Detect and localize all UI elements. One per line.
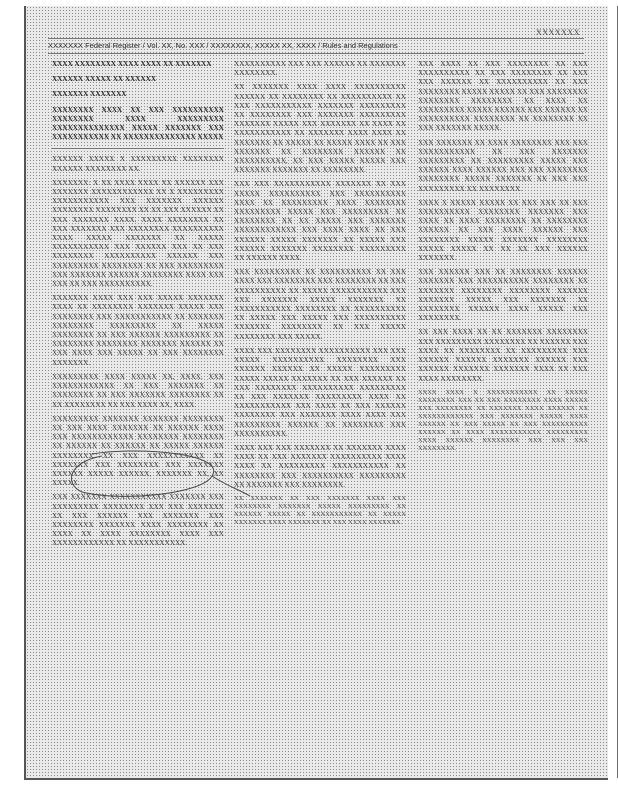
body-paragraph: XXXXXXXXX XXXXXXX XXXXXXX XXXXXXXX XX XXX XXXX XXXXXXX XX XXXXXX XXXX XXX XXXXXXXXXXXX XXXXXXXX XXXXXXXX XX XXXXXX XX XXXXXX XX XXXXX XXXXXX XXXXXXXX XX XXX XXXXXXXXXXX XX XXXXXXX XXX XXXXXXXX XXX XXXXXXX XXXXXX XXXXX XXXXXX, XXXXXXX XX, XX XXXXX.: [52, 414, 224, 488]
section-heading: XXXXXXX XXXXXXX: [52, 90, 127, 99]
body-paragraph: XXXXXX XXXXX X XXXXXXXXX XXXXXXXX XXXXXX XXXXXXXX XX.: [52, 155, 224, 173]
body-paragraph: XXXX XXXX X XXXXXXXXXXX XX XXXXX XXXXXXXX XXX XX XXX XXXXXXXX XXXX XXXXX XXX XXXXXXXX XX XXXXXXX XXXX XXXXXX XX XXXXXXXXXXXX XXX XXXXXXX XXXXX XXXX XXXXXX XX XXX XXXXX XX XXX XXXXXXXXXX XXXXXX XX XXXX XXXXXXXXXXX XXXXXXXXX XXXX XXXXXX XXXXXXXX XXX XXX XXX XXXXXXXX.: [418, 388, 588, 452]
body-paragraph: XX XXXXXXX XX XXX XXXXXXX XXXX XXX XXXXXXXX XXXXXXX XXXXX XXXXXXXXX XX XXXXXX XXXXX XX XXXXXXXXXXX XX XXXXX XXXXXXX XXXX XXXXXXX XX XXX XXXX XXXXXXX.: [234, 494, 406, 526]
text-column-3: [418, 60, 588, 760]
body-paragraph: XXXXXXX XXXX XXX XXX XXXXX XXXXXXX XXXX XX XXXXXXXX XXXXXXX XXXXX XXX XXXXXXXX XXX XXXXXXXXXXX XX XXXXXXX XXXXXXXX XXXXXXXXX XX XXXXX XXXXXXXX XX XXX XXXXXX XXXXXXXXX XX XXXXXXXX XXXXXXXX XXXXXXX XXXXXX XX XXX XXXX XXX XXXXX XX XXX XXXXXXXX XXXXXXX.: [52, 294, 224, 367]
body-paragraph: XXX XXX XXXXXXXXXXX XXXXXXX XX XXX XXXXX XXXXXXXXXX XXX XXXXXXXXXX XXXX XX XXXXXXXXX XXXX XXXXXXXX XXXXXXXXX XXXXX XXX XXXXXXXXX XX XXXXXXXX XX XX XXXXX XXX XXXXXXX XXXXXXXXXXXX XXX XXXX XXXX XX XXX XXXXXX XXXXX XXXXXXX XX XXXXX XXX XXXXXX XXXXXXX XXXXXXXX XXXXXXXXX XX XXXXXX XXXX.: [234, 180, 406, 263]
body-paragraph: XXX XXXXXXX XX XXXX XXXXXXXX XXX XXX XXXXXXXXXXX XX XXX XXXXXXX XXXXXXXXX XX XXXXXXXXX XXXXX XXX XXXXXX XXXX XXXXXX XXX XXX XXXXXXXX XXXXXXXX XXXXX XXXXXXX XX XXX XXX XXXXXXXXX XX XXXXXXXX.: [418, 138, 588, 193]
body-paragraph: XXXX XXX XXX XXXXXXX XX XXXXXXX XXXX XXXX XX XXX XXXXXXX XXXXXXXXXX XXXX XXXX XX XXXXXXXXX XXXXXXXXXXX XX XXXXXXXX XXX XXXXXXXXXX XXXXXXXXX XX XXXXXXX XXX XXXXXXXX.: [234, 443, 406, 489]
body-paragraph: XX XXXXXXX XXXX XXXX XXXXXXXXXX XXXXXX XX XXXXXXXX XX XXXXXXXXXX XX XXX XXXXXXXXXXX XXXXXXX XXXXXXXXX XX XXXXXXXX XXX XXXXXXX XXXXXXXXX XXXXXXX XXXXX XXX XXXXXXX XX XXXX XX XXXXXXXXXXX XX XXXXXXX XXXX XXXX XX XXXXXXX XX XXXXX XX XXXXX XXXX XX XXX XXXXXXX XX XXXXXXXX XXXXXX XX XXXXXXXXXX, XX XXX XXXXX XXXXX XXX XXXXXXX XXXXXXX XX XXXXXXXX.: [234, 83, 406, 175]
section-heading: XXXXXXXX XXXX XX XXX XXXXXXXXXX XXXXXXXX XXXX XXXXXXXXX XXXXXXXXXXXXXX XXXXX XXXXXXX XXX XXXXXXXXXXX XX XXXXXXXXXXXXXX XXXXX: [52, 105, 224, 142]
body-paragraph: XX XXX XXXX XX XX XXXXXXX XXXXXXXX XXX XXXXXXXXX XXXXXXXX XX XXXXXX XXX XXXX XX XXXXXXXX XX XXXXXXXXX XXX XXXXXX XXXXXX XXXXXXX XXXXXX XXX XXXXXX XXXXXXX XXXXXXX XXXX XX XXX XXXX XXXXXXXX.: [418, 328, 588, 383]
body-paragraph: XXX XXXXXXX XXXXXXXXXXX XXXXXXX XXX XXXXXXXXX XXXXXXXX XXX XXX XXXXXXX XX XXX XXXXXX XXX XXXXXXX XXX XXXXXXXX XXXXXXX XXXX XXXXXXXX XX XXXX XX XXXX XXXXXXXX XXXX XXX XXXXXXXXXXXX XX XXXXXXXXXXX.: [52, 493, 224, 548]
text-column-2: [234, 60, 406, 760]
body-paragraph: XXX XXXX XX XXX XXXXXXXX XX XXX XXXXXXXXXX XX XXX XXXXXXXX XX XXX XXX XXXXXX XX XXXXXXXXXX XX XXX XXXXXXXX XXXXX XXXXX XX XXX XXXXXXXX XXXXXXXX XXXXXXXX XX XXXX XX XXXXXXXXX XXXXX XXXXXX XXX XXXXXX XX XXXXXXXXXX XXXXXXXX XX XXXXXXXX XX XXX XXXXXXX XXXXX.: [418, 60, 588, 133]
scanned-page: [24, 6, 608, 780]
page-label: XXXXXXX: [536, 28, 580, 37]
column-rule: [52, 148, 224, 149]
body-paragraph: XXXXXXX: X XX XXXX XXXX XX XXXXXX XXX XXXXXXX XXXXXXXXXXXX XX X XXXXXXXXX XXXXXXXXXXX XXX XXXXXXX XXXXXX XXXXXXXX XXXXXXXX XX XX XXX XXXXXX XX XXX XXXXXXX XXXX. XXXX XXXXXXXX XX XXX XXXXXXX XXX XXXXXXXX XXXXXXXXXX XXXX XXXXX XXXXXXX XX XXXXX XXXXXXXXXXX XXX XXXXXX XXX XX XXX XXXXXXXX XXXXXXXXXX XXXXXX XXX XXXXXXXXX XXXXXXXX XX XXX XXXXXXXXX XXX XXXXXXX XXXXXX XXXXXXXX XXXX XXX XXX XX XXX XXXXXXXXXX.: [52, 178, 224, 289]
running-head: XXXXXXX Federal Register / Vol. XX, No. XXX / XXXXXXXX, XXXXX XX, XXXX / Rules and Regulations: [48, 38, 584, 54]
body-paragraph: XXXXXXXXXX XXX XXX XXXXXX XX XXXXXXX XXXXXXXX.: [234, 60, 406, 78]
body-paragraph: XXX XXXXXX XXX XX XXXXXXXX XXXXXX XXXXXXX XXX XXXXXXXXXX XXXXXXXX XX XXXXXXX XXXXXXXX XXXXXXXX XXXXXX XXXXXXX XXXXX XXX XXXXXXX XX XXXXXXXX XXXXXX XXXX XXXXX XXX XXXXXXXX.: [418, 268, 588, 323]
body-paragraph: XXXXXXXXX XXXX XXXXX XX, XXXX. XXX XXXXXXXXXXXX XX XXX XXXXXXX XX XXXXXXXX XX XXX XXXXXXX XXXXXXXX XX XX XXXXXXXX XX XXX XXXX XX, XXXX.: [52, 372, 224, 409]
text-column-1: [52, 60, 224, 760]
section-heading: XXXXXX XXXXX XX XXXXXX: [52, 75, 157, 84]
body-paragraph: XXXX XXX XXXXXXXX XXXXXXXXXX XXX XXX XXXXX XXXXXXXXXX XXXXXXXX XXX XXXXXX XXXXXX XX XXXXX XXXXXXXXX XXXXX XXXXX XXXXXXX XX XXX XXXXXX XX XXX XXXXXXXX XXXXXXXXXX XXXXXXXXX XX XXX XXXXXXX XXXXXXXXX XXXX XX XXXXXXXXXXX XXX XXXX XX XXX XXXXXX XXXXXXXX XXX XXXXXXX XXXX XXXX XXX XXXXXXXXX XXXXXX XX XXXXXXXX XXX XXXXXXXXXX.: [234, 346, 406, 438]
handwritten-circle-mark: [62, 446, 252, 506]
body-paragraph: XXXX X XXXXX XXXXX XX XXX XXX XX XXX XXXXXXXXXX XXXXXXXX XXXXXXX XXX XXXX XX XXXX XXXXXXXX XX XXXXXXXX XXXXXX XX XXX XXXX XXXXXX XXX XXXXXXXX XXXXX XXXXXXX XXXXXXXX XXXXX XXXXX XX XX XX XXX XXXXXX XXXXXXX.: [418, 198, 588, 263]
section-heading: XXXX XXXXXXXX XXXX XXXX XX XXXXXXX: [52, 60, 212, 68]
body-paragraph: XXX XXXXXXXXX XX XXXXXXXXXX XX XXX XXXX XXX XXXXXXXX XXX XXXXXXXX XX XXX XXXXXXXXXX XX XXXXX XXXXXXXXXXX XXX XXX XXXXXXX XXXXX XXXXXXX XX XXXXXXXXXXX XXXXXXXX XX XXXXXXXXXX XX XXXXX XXX XXXXX XXX XXXXXXXXXX XXXXXXX XXXXXXXX XX XXX XXXXX XXXXXXXX XXX XXXXX.: [234, 268, 406, 341]
